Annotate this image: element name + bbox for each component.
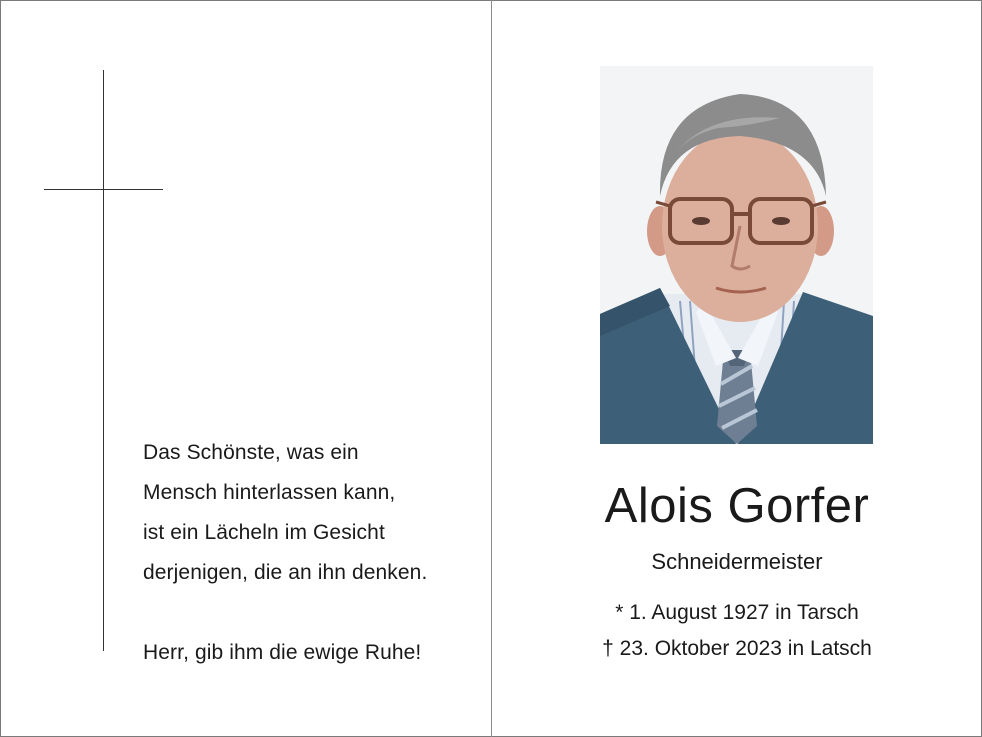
- verse-line: Das Schönste, was ein: [143, 441, 359, 464]
- deceased-occupation: Schneidermeister: [651, 549, 823, 574]
- fold-line: [491, 0, 492, 737]
- verse-line: Mensch hinterlassen kann,: [143, 481, 396, 504]
- memorial-verse: [143, 433, 427, 673]
- portrait-image: [600, 66, 873, 444]
- cross-icon-vertical: [103, 70, 104, 651]
- cross-icon-horizontal: [44, 189, 163, 190]
- prayer-line: Herr, gib ihm die ewige Ruhe!: [143, 641, 422, 664]
- birth-date: * 1. August 1927 in Tarsch: [615, 601, 859, 624]
- verse-spacer: [143, 593, 427, 633]
- verse-line: ist ein Lächeln im Gesicht: [143, 521, 385, 544]
- portrait-photo: [600, 66, 873, 444]
- death-date: † 23. Oktober 2023 in Latsch: [602, 637, 872, 660]
- deceased-name: Alois Gorfer: [604, 479, 870, 533]
- verse-line: derjenigen, die an ihn denken.: [143, 561, 428, 584]
